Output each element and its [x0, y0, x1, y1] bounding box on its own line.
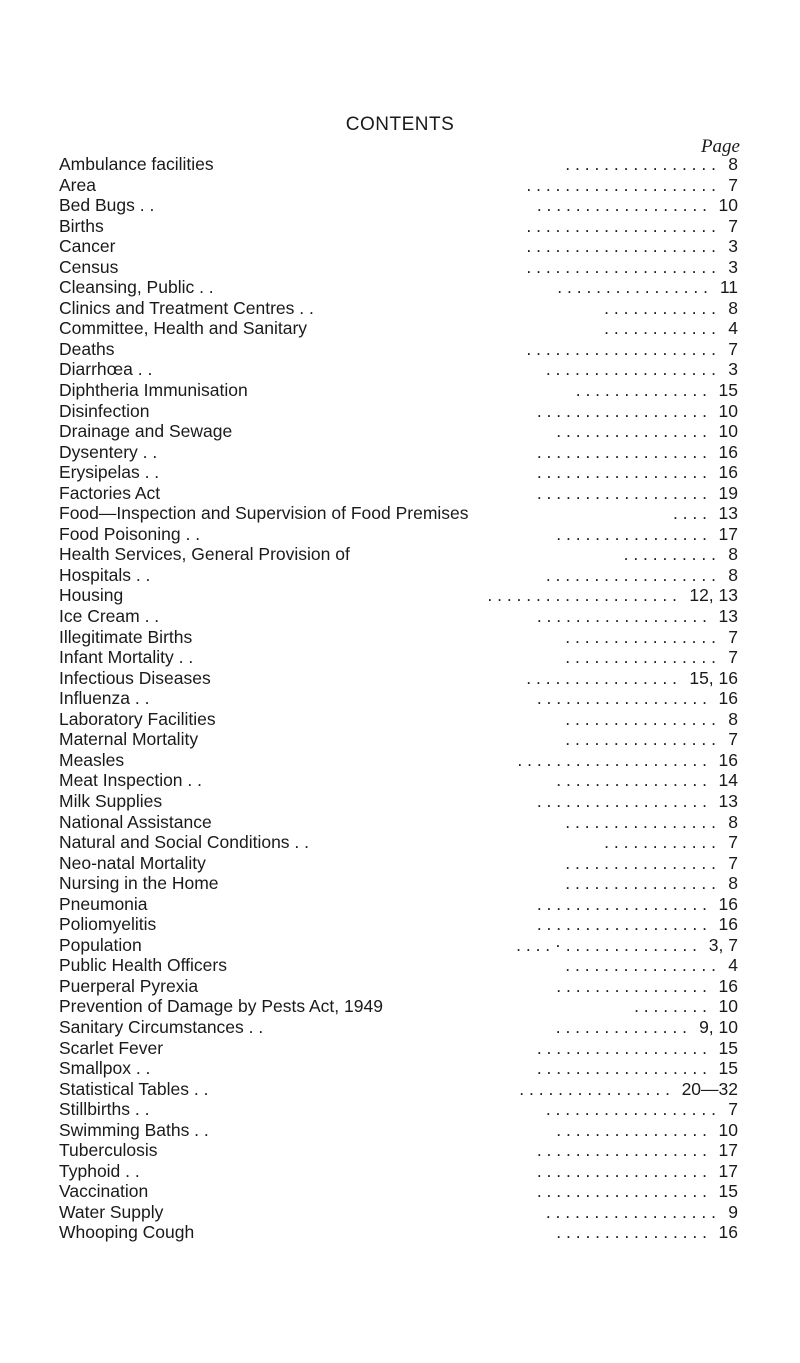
entry-label: Housing	[59, 585, 124, 606]
entry-label: Health Services, General Provision of	[59, 544, 350, 565]
contents-entry	[0, 380, 800, 401]
contents-entry	[0, 175, 800, 196]
contents-entry	[0, 1202, 800, 1223]
contents-entry	[0, 873, 800, 894]
contents-entry	[0, 935, 800, 956]
entry-page-number: 10	[718, 996, 738, 1017]
entry-page-number: 3, 7	[708, 934, 738, 955]
entry-label: Swimming Baths . .	[59, 1119, 209, 1140]
contents-entry	[0, 1140, 800, 1161]
contents-entry	[0, 257, 800, 278]
entry-label: Statistical Tables . .	[59, 1078, 209, 1099]
dot-leader: . . . . . . . . . . . .	[604, 318, 716, 339]
entry-page-number: 4	[728, 955, 738, 976]
dot-leader: . . . . . . . . . . . . . . . . . .	[545, 564, 716, 585]
contents-entry	[0, 996, 800, 1017]
entry-label: Erysipelas . .	[59, 462, 160, 483]
entry-page-number: 10	[718, 400, 738, 421]
page-title: CONTENTS	[345, 114, 455, 135]
contents-entry	[0, 832, 800, 853]
contents-entry	[0, 359, 800, 380]
entry-label: Committee, Health and Sanitary	[59, 318, 308, 339]
dot-leader: . . . . . . . . . . . . . . . . . .	[536, 1058, 707, 1079]
contents-entry	[0, 565, 800, 586]
entry-page-number: 16	[718, 975, 738, 996]
entry-label: Maternal Mortality	[59, 729, 199, 750]
contents-entry	[0, 421, 800, 442]
entry-page-number: 8	[728, 873, 738, 894]
contents-entry	[0, 770, 800, 791]
entry-label: Water Supply	[59, 1201, 164, 1222]
entry-page-number: 16	[718, 462, 738, 483]
entry-page-number: 7	[728, 1099, 738, 1120]
dot-leader: . . . . . . . . . . . . . . . . . .	[536, 606, 707, 627]
contents-entry	[0, 606, 800, 627]
contents-entry	[0, 339, 800, 360]
entry-label: Illegitimate Births	[59, 626, 193, 647]
entry-page-number: 8	[728, 154, 738, 174]
entry-label: Whooping Cough	[59, 1222, 195, 1243]
entry-label: Births	[59, 215, 104, 236]
contents-entry	[0, 976, 800, 997]
entry-page-number: 15	[718, 380, 738, 401]
entry-label: Typhoid . .	[59, 1160, 140, 1181]
dot-leader: . . . . . . . . . . . . . . . . . .	[536, 482, 707, 503]
entry-label: Milk Supplies	[59, 790, 163, 811]
entry-label: Laboratory Facilities	[59, 708, 216, 729]
entry-label: Puerperal Pyrexia	[59, 975, 199, 996]
dot-leader: . . . . . . . . . . . . . . . .	[519, 1078, 670, 1099]
contents-entry	[0, 914, 800, 935]
contents-entry	[0, 853, 800, 874]
entry-label: Pneumonia	[59, 893, 148, 914]
dot-leader: . . . . . . . . . . . . . . . . . . . .	[526, 338, 716, 359]
contents-entry	[0, 503, 800, 524]
dot-leader: . . . . . . . . . . . . . . . . . .	[536, 462, 707, 483]
entry-page-number: 15	[718, 1181, 738, 1202]
contents-entry	[0, 442, 800, 463]
entry-page-number: 7	[728, 852, 738, 873]
dot-leader: . . . .	[672, 503, 707, 524]
contents-entry	[0, 1120, 800, 1141]
entry-page-number: 13	[718, 790, 738, 811]
entry-label: Drainage and Sewage	[59, 421, 233, 442]
entry-page-number: 8	[728, 544, 738, 565]
entry-label: Smallpox . .	[59, 1058, 151, 1079]
contents-list	[0, 154, 800, 1243]
entry-page-number: 7	[728, 647, 738, 668]
entry-page-number: 8	[728, 564, 738, 585]
entry-label: Sanitary Circumstances . .	[59, 1016, 264, 1037]
dot-leader: . . . . . . . . . . . . . . . . . .	[536, 1160, 707, 1181]
entry-page-number: 10	[718, 421, 738, 442]
entry-page-number: 3	[728, 256, 738, 277]
contents-entry	[0, 1181, 800, 1202]
dot-leader: . . . . . . . . . . . .	[604, 832, 716, 853]
entry-label: Area	[59, 174, 96, 195]
dot-leader: . . . . . . . . . . . . . . . .	[557, 277, 708, 298]
contents-entry	[0, 647, 800, 668]
entry-page-number: 7	[728, 832, 738, 853]
contents-entry	[0, 688, 800, 709]
contents-entry	[0, 236, 800, 257]
entry-page-number: 19	[718, 482, 738, 503]
dot-leader: . . . . . . . . . . . . . . . .	[565, 729, 716, 750]
entry-label: Deaths	[59, 338, 115, 359]
entry-page-number: 15	[718, 1058, 738, 1079]
dot-leader: . . . . . . . . . . . . . . . . . . . .	[526, 236, 716, 257]
dot-leader: . . . . . . . . . . . . . . . . . .	[536, 914, 707, 935]
entry-label: Nursing in the Home	[59, 873, 219, 894]
contents-entry	[0, 1058, 800, 1079]
entry-label: Infant Mortality . .	[59, 647, 194, 668]
contents-entry	[0, 750, 800, 771]
dot-leader: . . . . . . . . . . . . . .	[575, 380, 707, 401]
entry-page-number: 14	[718, 770, 738, 791]
dot-leader: . . . . . . . . . . . . . . . . . .	[536, 1181, 707, 1202]
entry-label: Clinics and Treatment Centres . .	[59, 297, 314, 318]
contents-entry	[0, 483, 800, 504]
entry-page-number: 17	[718, 1140, 738, 1161]
dot-leader: . . . . · . . . . . . . . . . . . . .	[516, 934, 697, 955]
entry-label: Ambulance facilities	[59, 154, 214, 174]
dot-leader: . . . . . . . . . . . . . . . .	[565, 626, 716, 647]
contents-entry	[0, 277, 800, 298]
entry-page-number: 13	[718, 606, 738, 627]
entry-label: Scarlet Fever	[59, 1037, 164, 1058]
entry-label: Food Poisoning . .	[59, 523, 201, 544]
entry-label: Influenza . .	[59, 688, 150, 709]
entry-page-number: 16	[718, 1222, 738, 1243]
entry-page-number: 16	[718, 893, 738, 914]
contents-entry	[0, 195, 800, 216]
dot-leader: . . . . . . . . . . . . . . . .	[556, 1222, 707, 1243]
entry-page-number: 7	[728, 626, 738, 647]
entry-page-number: 15, 16	[689, 667, 738, 688]
entry-label: Food—Inspection and Supervision of Food Premises	[59, 503, 469, 524]
entry-page-number: 7	[728, 215, 738, 236]
contents-entry	[0, 216, 800, 237]
contents-entry	[0, 1079, 800, 1100]
dot-leader: . . . . . . . .	[634, 996, 707, 1017]
dot-leader: . . . . . . . . . . . . . . . . . .	[536, 195, 707, 216]
contents-entry	[0, 1099, 800, 1120]
entry-page-number: 3	[728, 236, 738, 257]
dot-leader: . . . . . . . . . . . . . . . . . . . .	[526, 174, 716, 195]
dot-leader: . . . . . . . . . . . . . . . .	[526, 667, 677, 688]
entry-label: Cancer	[59, 236, 116, 257]
dot-leader: . . . . . . . . . . . . . . . . . .	[536, 688, 707, 709]
entry-page-number: 8	[728, 708, 738, 729]
entry-page-number: 7	[728, 174, 738, 195]
contents-entry	[0, 729, 800, 750]
contents-entry	[0, 154, 800, 175]
contents-entry	[0, 524, 800, 545]
entry-page-number: 16	[718, 441, 738, 462]
dot-leader: . . . . . . . . . . . . . . . .	[556, 1119, 707, 1140]
dot-leader: . . . . . . . . . . . . . . . . . .	[545, 1201, 716, 1222]
entry-label: Bed Bugs . .	[59, 195, 155, 216]
contents-entry	[0, 462, 800, 483]
entry-label: Prevention of Damage by Pests Act, 1949	[59, 996, 383, 1017]
entry-label: Diarrhœa . .	[59, 359, 153, 380]
entry-label: Population	[59, 934, 142, 955]
dot-leader: . . . . . . . . . . . . . . . .	[556, 975, 707, 996]
entry-label: Neo-natal Mortality	[59, 852, 206, 873]
contents-entry	[0, 668, 800, 689]
dot-leader: . . . . . . . . . . . . . . . .	[556, 523, 707, 544]
dot-leader: . . . . . . . . . . . . . . . . . .	[536, 1037, 707, 1058]
entry-page-number: 12, 13	[689, 585, 738, 606]
entry-page-number: 8	[728, 811, 738, 832]
dot-leader: . . . . . . . . . . . . . . . .	[565, 852, 716, 873]
contents-entry	[0, 1017, 800, 1038]
dot-leader: . . . . . . . . . . . . . . . .	[565, 154, 716, 174]
entry-page-number: 15	[718, 1037, 738, 1058]
contents-entry	[0, 1038, 800, 1059]
contents-entry	[0, 298, 800, 319]
contents-entry	[0, 1222, 800, 1243]
page-column-header: Page	[700, 136, 740, 157]
dot-leader: . . . . . . . . . . . . . . . . . .	[536, 893, 707, 914]
entry-page-number: 16	[718, 688, 738, 709]
dot-leader: . . . . . . . . . . . . . . . . . .	[536, 790, 707, 811]
contents-entry	[0, 585, 800, 606]
entry-page-number: 3	[728, 359, 738, 380]
dot-leader: . . . . . . . . . . . . . .	[555, 1016, 687, 1037]
contents-entry	[0, 955, 800, 976]
entry-label: Stillbirths . .	[59, 1099, 150, 1120]
entry-label: Dysentery . .	[59, 441, 158, 462]
entry-label: Factories Act	[59, 482, 161, 503]
contents-entry	[0, 812, 800, 833]
contents-entry	[0, 894, 800, 915]
dot-leader: . . . . . . . . . . . . . . . .	[556, 421, 707, 442]
entry-label: National Assistance	[59, 811, 212, 832]
entry-label: Hospitals . .	[59, 564, 151, 585]
contents-entry	[0, 791, 800, 812]
entry-page-number: 10	[718, 195, 738, 216]
entry-label: Public Health Officers	[59, 955, 227, 976]
entry-page-number: 16	[718, 749, 738, 770]
entry-page-number: 8	[728, 297, 738, 318]
dot-leader: . . . . . . . . . .	[623, 544, 716, 565]
entry-label: Census	[59, 256, 119, 277]
entry-page-number: 7	[728, 729, 738, 750]
entry-page-number: 20—32	[681, 1078, 738, 1099]
contents-entry	[0, 1161, 800, 1182]
entry-page-number: 13	[718, 503, 738, 524]
dot-leader: . . . . . . . . . . . . . . . . . .	[536, 1140, 707, 1161]
dot-leader: . . . . . . . . . . . . . . . .	[565, 873, 716, 894]
dot-leader: . . . . . . . . . . . . . . . . . . . .	[517, 749, 707, 770]
entry-page-number: 10	[718, 1119, 738, 1140]
dot-leader: . . . . . . . . . . . .	[604, 297, 716, 318]
entry-label: Meat Inspection . .	[59, 770, 202, 791]
entry-label: Diphtheria Immunisation	[59, 380, 248, 401]
contents-entry	[0, 627, 800, 648]
entry-label: Disinfection	[59, 400, 150, 421]
entry-label: Ice Cream . .	[59, 606, 160, 627]
dot-leader: . . . . . . . . . . . . . . . .	[565, 647, 716, 668]
entry-page-number: 7	[728, 338, 738, 359]
dot-leader: . . . . . . . . . . . . . . . . . . . .	[526, 256, 716, 277]
dot-leader: . . . . . . . . . . . . . . . .	[556, 770, 707, 791]
entry-page-number: 17	[718, 1160, 738, 1181]
entry-page-number: 4	[728, 318, 738, 339]
entry-page-number: 11	[719, 277, 738, 298]
dot-leader: . . . . . . . . . . . . . . . . . .	[545, 359, 716, 380]
entry-label: Tuberculosis	[59, 1140, 158, 1161]
dot-leader: . . . . . . . . . . . . . . . . . .	[536, 400, 707, 421]
dot-leader: . . . . . . . . . . . . . . . . . . . .	[526, 215, 716, 236]
entry-label: Infectious Diseases	[59, 667, 211, 688]
entry-page-number: 9	[728, 1201, 738, 1222]
contents-entry	[0, 709, 800, 730]
entry-label: Cleansing, Public . .	[59, 277, 214, 298]
dot-leader: . . . . . . . . . . . . . . . . . .	[545, 1099, 716, 1120]
entry-page-number: 9, 10	[699, 1016, 738, 1037]
contents-entry	[0, 544, 800, 565]
contents-entry	[0, 401, 800, 422]
entry-label: Poliomyelitis	[59, 914, 157, 935]
entry-label: Natural and Social Conditions . .	[59, 832, 309, 853]
entry-label: Measles	[59, 749, 125, 770]
dot-leader: . . . . . . . . . . . . . . . .	[565, 955, 716, 976]
dot-leader: . . . . . . . . . . . . . . . .	[565, 811, 716, 832]
contents-entry	[0, 318, 800, 339]
dot-leader: . . . . . . . . . . . . . . . . . . . .	[487, 585, 677, 606]
entry-label: Vaccination	[59, 1181, 149, 1202]
entry-page-number: 16	[718, 914, 738, 935]
entry-page-number: 17	[718, 523, 738, 544]
dot-leader: . . . . . . . . . . . . . . . . . .	[536, 441, 707, 462]
dot-leader: . . . . . . . . . . . . . . . .	[565, 708, 716, 729]
